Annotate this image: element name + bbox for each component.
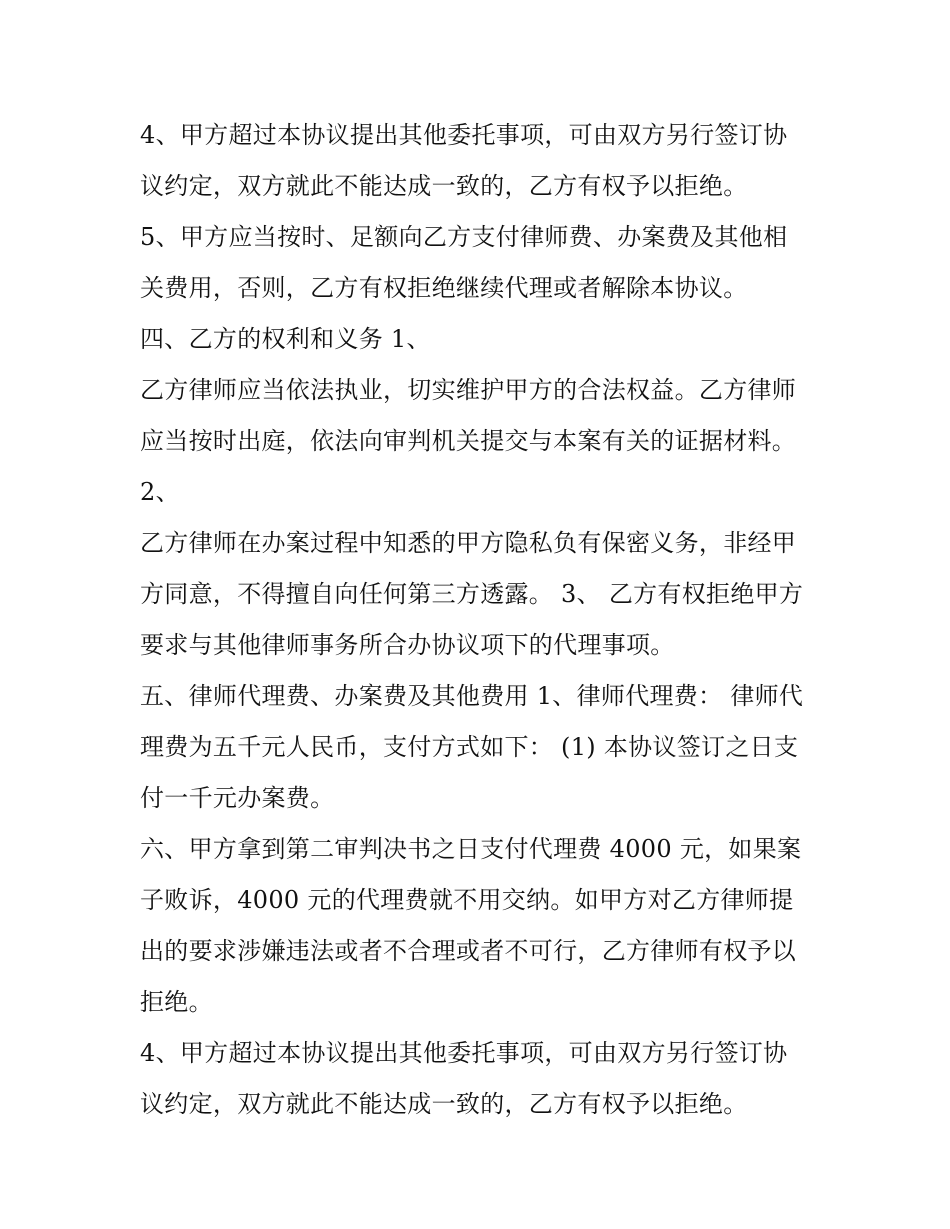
text-line-13: 理费为五千元人民币，支付方式如下： (1) 本协议签订之日支 [140,733,799,761]
section-heading-six: 六、甲方拿到第二审判决书之日支付代理费 4000 元，如果案 [140,835,802,863]
text-line-6: 乙方律师应当依法执业，切实维护甲方的合法权益。乙方律师 [140,376,797,404]
document-body [140,110,820,1130]
text-line-7: 应当按时出庭，依法向审判机关提交与本案有关的证据材料。 [140,427,797,455]
text-line-4: 关费用，否则，乙方有权拒绝继续代理或者解除本协议。 [140,274,748,302]
text-line-19: 4、甲方超过本协议提出其他委托事项，可由双方另行签订协 [140,1039,788,1067]
text-line-11: 要求与其他律师事务所合办协议项下的代理事项。 [140,631,675,659]
section-heading-fees: 五、律师代理费、办案费及其他费用 1、律师代理费： 律师代 [140,682,804,710]
text-line-17: 出的要求涉嫌违法或者不合理或者不可行，乙方律师有权予以 [140,937,797,965]
text-line-16: 子败诉，4000 元的代理费就不用交纳。如甲方对乙方律师提 [140,886,794,914]
text-line-20: 议约定，双方就此不能达成一致的，乙方有权予以拒绝。 [140,1090,748,1118]
text-line-10: 方同意，不得擅自向任何第三方透露。 3、 乙方有权拒绝甲方 [140,580,804,608]
text-line-14: 付一千元办案费。 [140,784,335,812]
text-line-18: 拒绝。 [140,988,213,1016]
text-line-2: 议约定，双方就此不能达成一致的，乙方有权予以拒绝。 [140,172,748,200]
text-line-9: 乙方律师在办案过程中知悉的甲方隐私负有保密义务，非经甲 [140,529,797,557]
text-line-8: 2、 [140,478,180,506]
text-line-3: 5、甲方应当按时、足额向乙方支付律师费、办案费及其他相 [140,223,788,251]
section-heading-rights-obligations: 四、乙方的权利和义务 1、 [140,325,431,353]
text-line-1: 4、甲方超过本协议提出其他委托事项，可由双方另行签订协 [140,121,788,149]
